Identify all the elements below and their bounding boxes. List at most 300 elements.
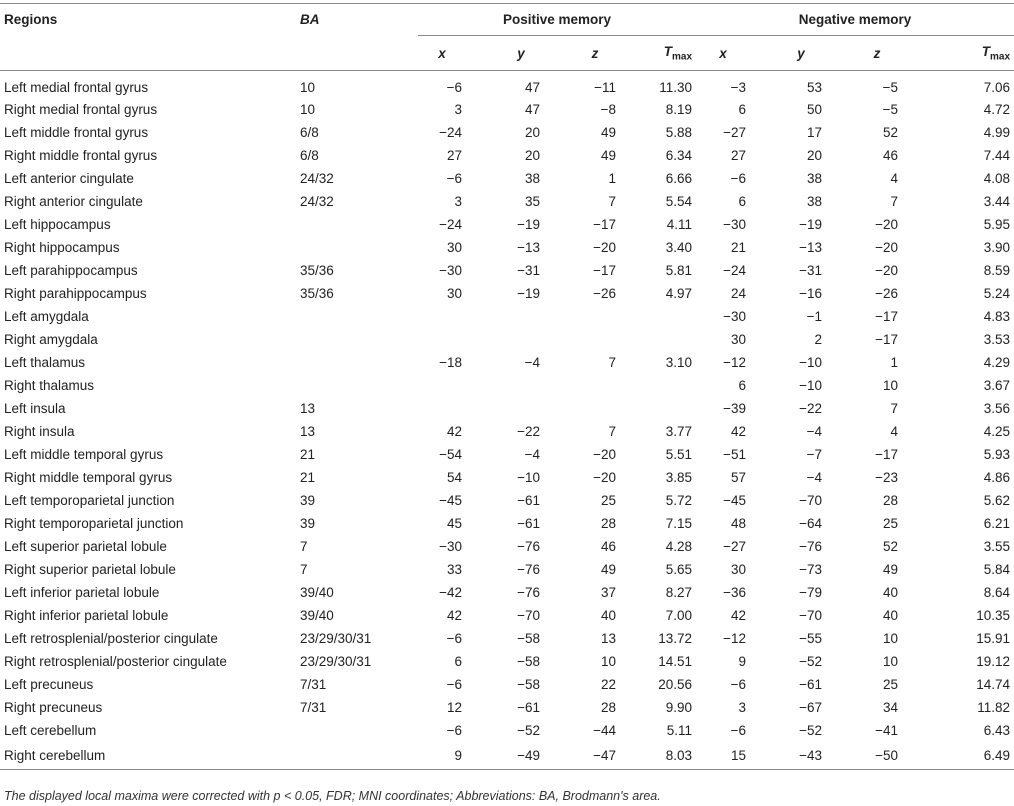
pos-x-cell: 33 [446, 562, 462, 577]
pos-x-cell: −45 [439, 493, 462, 508]
neg-y-cell: −10 [799, 355, 823, 370]
table-row [0, 213, 1014, 236]
neg-x-cell: −27 [723, 539, 747, 554]
pos-x-cell: −6 [446, 171, 462, 186]
neg-tmax-cell: 7.44 [983, 148, 1011, 163]
neg-y-cell: 50 [807, 102, 823, 117]
pos-tmax-cell: 5.54 [665, 194, 693, 209]
pos-z-cell: 7 [608, 355, 616, 370]
neg-z-cell: 25 [883, 677, 899, 692]
pos-z-cell [544, 305, 620, 328]
pos-y-cell: 35 [524, 194, 540, 209]
neg-y-cell: −79 [799, 585, 823, 600]
neg-z-cell: −23 [875, 470, 899, 485]
pos-y-cell: −70 [517, 608, 540, 623]
pos-y-cell: −19 [517, 286, 540, 301]
ba-cell: 13 [300, 424, 316, 439]
neg-y-cell: −73 [799, 562, 823, 577]
pos-x-cell [418, 305, 466, 328]
neg-tmax-cell: 11.82 [977, 700, 1011, 715]
header-neg-tmax [902, 36, 1014, 71]
pos-z-cell: 37 [600, 585, 616, 600]
neg-z-cell: 40 [883, 585, 899, 600]
neg-z-cell: −20 [875, 240, 899, 255]
pos-x-cell: 27 [446, 148, 462, 163]
pos-y-cell: −61 [517, 516, 540, 531]
pos-z-cell: 22 [600, 677, 616, 692]
pos-x-cell [418, 374, 466, 397]
pos-tmax-cell: 7.15 [665, 516, 693, 531]
table-row [0, 420, 1014, 443]
pos-x-cell: −6 [446, 677, 462, 692]
ba-cell [296, 719, 418, 742]
ba-cell [296, 236, 418, 259]
neg-z-cell: 7 [890, 401, 899, 416]
pos-tmax-cell: 4.28 [665, 539, 693, 554]
table-row [0, 443, 1014, 466]
pos-tmax-cell: 11.30 [659, 80, 693, 95]
region-cell: Left thalamus [4, 355, 86, 370]
header-negative-label: Negative memory [798, 12, 912, 27]
ba-cell: 10 [300, 102, 316, 117]
neg-z-cell: −5 [882, 80, 899, 95]
neg-tmax-cell: 6.49 [902, 742, 1014, 770]
pos-tmax-cell: 14.51 [658, 654, 693, 669]
neg-x-cell: −45 [723, 493, 747, 508]
table-row [0, 581, 1014, 604]
table-row [0, 466, 1014, 489]
pos-x-cell: 9 [418, 742, 466, 770]
neg-y-cell: −76 [799, 539, 823, 554]
pos-tmax-cell: 8.27 [665, 585, 693, 600]
region-cell: Right parahippocampus [4, 286, 147, 301]
neg-y-cell: −55 [799, 631, 823, 646]
pos-y-cell: 47 [524, 102, 540, 117]
neg-tmax-cell: 3.90 [983, 240, 1011, 255]
neg-tmax-cell: 8.59 [983, 263, 1011, 278]
pos-z-cell: 40 [600, 608, 616, 623]
neg-y-cell: −70 [799, 608, 823, 623]
pos-tmax-cell [620, 305, 696, 328]
table-row [0, 650, 1014, 673]
neg-tmax-cell: 8.64 [983, 585, 1011, 600]
pos-y-cell: −58 [517, 631, 540, 646]
ba-cell: 39/40 [300, 585, 334, 600]
neg-tmax-cell: 4.86 [983, 470, 1011, 485]
neg-tmax-cell: 5.93 [983, 447, 1011, 462]
pos-z-cell: −20 [593, 470, 616, 485]
table-row [0, 144, 1014, 167]
neg-y-cell: −10 [799, 378, 823, 393]
neg-z-cell: −41 [875, 723, 899, 738]
header-neg-y: y [750, 36, 826, 71]
region-cell: Right precuneus [4, 700, 103, 715]
pos-tmax-cell: 3.85 [665, 470, 693, 485]
ba-cell [296, 213, 418, 236]
ba-cell: 21 [300, 470, 316, 485]
region-cell: Right medial frontal gyrus [4, 102, 158, 117]
table-row [0, 397, 1014, 420]
pos-z-cell: −47 [544, 742, 620, 770]
neg-x-cell: −12 [723, 355, 747, 370]
neg-x-cell: 9 [738, 654, 747, 669]
neg-tmax-cell: 5.84 [983, 562, 1011, 577]
pos-x-cell: −18 [439, 355, 462, 370]
ba-cell: 6/8 [300, 125, 319, 140]
pos-y-cell: −4 [524, 355, 540, 370]
region-cell: Left temporoparietal junction [4, 493, 175, 508]
neg-z-cell: 4 [890, 171, 899, 186]
neg-y-cell: −70 [799, 493, 823, 508]
pos-x-cell: −24 [439, 217, 462, 232]
pos-y-cell: −4 [524, 447, 540, 462]
pos-y-cell [466, 328, 544, 351]
pos-tmax-cell: 13.72 [658, 631, 693, 646]
neg-z-cell: 34 [883, 700, 899, 715]
ba-cell: 6/8 [300, 148, 319, 163]
region-cell: Right insula [4, 424, 75, 439]
pos-z-cell: 49 [600, 125, 616, 140]
pos-z-cell: −8 [600, 102, 616, 117]
pos-y-cell: 38 [524, 171, 540, 186]
table-row [0, 121, 1014, 144]
neg-tmax-cell: 4.08 [983, 171, 1011, 186]
pos-tmax-cell: 8.03 [620, 742, 696, 770]
neg-z-cell: 10 [883, 378, 899, 393]
pos-x-cell: −24 [439, 125, 462, 140]
neg-x-cell: 6 [738, 102, 747, 117]
table-row [0, 673, 1014, 696]
neg-x-cell: 30 [731, 562, 747, 577]
neg-y-cell: −1 [806, 309, 823, 324]
region-cell: Left medial frontal gyrus [4, 80, 149, 95]
neg-x-cell: 6 [738, 194, 747, 209]
region-cell: Left hippocampus [4, 217, 111, 232]
neg-tmax-cell: 3.55 [983, 539, 1011, 554]
table-row [0, 535, 1014, 558]
pos-tmax-cell: 5.81 [665, 263, 693, 278]
table-row [0, 305, 1014, 328]
table-row [0, 328, 1014, 351]
pos-z-cell: −44 [593, 723, 616, 738]
pos-y-cell [466, 305, 544, 328]
pos-y-cell: −58 [517, 654, 540, 669]
pos-x-cell: 6 [454, 654, 462, 669]
neg-y-cell: −16 [799, 286, 823, 301]
neg-tmax-cell: 10.35 [976, 608, 1011, 623]
pos-x-cell: −6 [446, 631, 462, 646]
neg-y-cell: −52 [799, 654, 823, 669]
neg-tmax-cell: 6.21 [983, 516, 1011, 531]
pos-z-cell: 25 [600, 493, 616, 508]
pos-y-cell [466, 374, 544, 397]
pos-x-cell: −42 [439, 585, 462, 600]
pos-z-cell: 49 [600, 562, 616, 577]
neg-x-cell: −27 [723, 125, 747, 140]
pos-tmax-cell: 6.34 [665, 148, 693, 163]
neg-x-cell: −36 [723, 585, 747, 600]
ba-cell: 7/31 [300, 677, 327, 692]
region-cell: Right anterior cingulate [4, 194, 143, 209]
neg-z-cell: 4 [890, 424, 899, 439]
pos-tmax-cell: 5.11 [666, 723, 693, 738]
pos-z-cell: 10 [600, 654, 616, 669]
pos-y-cell: −76 [517, 585, 540, 600]
neg-tmax-cell: 15.91 [976, 631, 1011, 646]
neg-z-cell: −17 [875, 309, 899, 324]
pos-z-cell: 7 [608, 194, 616, 209]
neg-y-cell: −67 [799, 700, 823, 715]
ba-cell: 39/40 [300, 608, 334, 623]
pos-x-cell: 30 [446, 286, 462, 301]
neg-y-cell: 2 [814, 332, 823, 347]
neg-x-cell: 48 [731, 516, 747, 531]
pos-y-cell: 20 [524, 148, 540, 163]
pos-tmax-cell: 9.90 [665, 700, 693, 715]
neg-tmax-cell: 3.44 [983, 194, 1011, 209]
region-cell: Right amygdala [4, 332, 98, 347]
pos-x-cell: 42 [446, 608, 462, 623]
pos-tmax-cell: 3.77 [665, 424, 693, 439]
pos-x-cell: 42 [446, 424, 462, 439]
header-pos-tmax [620, 36, 696, 71]
pos-y-cell [466, 397, 544, 420]
region-cell: Right middle temporal gyrus [4, 470, 173, 485]
neg-tmax-cell: 3.53 [983, 332, 1011, 347]
pos-y-cell: −49 [466, 742, 544, 770]
table-row [0, 696, 1014, 719]
ba-cell [296, 742, 418, 770]
pos-x-cell: −30 [439, 263, 462, 278]
neg-z-cell: 1 [890, 355, 899, 370]
region-cell: Left middle temporal gyrus [4, 447, 164, 462]
neg-x-cell: 42 [731, 424, 747, 439]
table-body [0, 71, 1014, 770]
neg-x-cell: −6 [730, 677, 747, 692]
header-neg-tmax-sub: max [990, 51, 1011, 63]
ba-cell: 7 [300, 539, 308, 554]
pos-tmax-cell [620, 397, 696, 420]
neg-x-cell: 6 [738, 378, 747, 393]
neg-y-cell: −13 [799, 240, 823, 255]
pos-y-cell: −61 [517, 493, 540, 508]
neg-z-cell: 49 [883, 562, 899, 577]
header-positive-label: Positive memory [503, 12, 612, 27]
pos-tmax-cell: 20.56 [658, 677, 693, 692]
region-cell: Right hippocampus [4, 240, 120, 255]
header-ba: BA [296, 4, 418, 36]
neg-y-cell: 17 [807, 125, 823, 140]
neg-tmax-cell: 4.25 [983, 424, 1011, 439]
header-pos-y: y [466, 36, 544, 71]
ba-cell: 23/29/30/31 [300, 654, 372, 669]
region-cell: Left anterior cingulate [4, 171, 134, 186]
pos-z-cell: 1 [608, 171, 616, 186]
neg-x-cell: 57 [731, 470, 747, 485]
pos-y-cell: −13 [517, 240, 540, 255]
neg-y-cell: −64 [799, 516, 823, 531]
table-row [0, 282, 1014, 305]
neg-x-cell: −30 [723, 309, 747, 324]
neg-x-cell: 30 [731, 332, 747, 347]
neg-z-cell: 52 [883, 125, 899, 140]
pos-z-cell: −11 [594, 80, 616, 95]
neg-x-cell: 27 [731, 148, 747, 163]
pos-x-cell: −30 [439, 539, 462, 554]
neg-tmax-cell: 3.67 [983, 378, 1011, 393]
pos-z-cell: 28 [600, 516, 616, 531]
pos-y-cell: −58 [517, 677, 540, 692]
results-table [0, 3, 1014, 770]
region-cell: Right inferior parietal lobule [4, 608, 169, 623]
pos-tmax-cell: 8.19 [665, 102, 693, 117]
pos-x-cell: −6 [446, 80, 462, 95]
pos-x-cell: −54 [439, 447, 462, 462]
neg-x-cell: −39 [723, 401, 747, 416]
region-cell: Left cerebellum [4, 723, 97, 738]
region-cell: Left insula [4, 401, 66, 416]
table-row [0, 259, 1014, 282]
ba-cell: 7/31 [300, 700, 327, 715]
header-regions: Regions [0, 4, 296, 36]
ba-cell: 39 [300, 516, 316, 531]
pos-tmax-cell: 4.11 [666, 217, 693, 232]
ba-cell [296, 374, 418, 397]
neg-x-cell: −6 [730, 723, 747, 738]
pos-x-cell: 45 [446, 516, 462, 531]
neg-y-cell: −43 [750, 742, 826, 770]
header-spacer-1 [0, 36, 296, 71]
neg-x-cell: 21 [731, 240, 747, 255]
table-row [0, 627, 1014, 650]
region-cell: Left precuneus [4, 677, 94, 692]
region-cell: Right temporoparietal junction [4, 516, 184, 531]
neg-z-cell: 40 [883, 608, 899, 623]
neg-z-cell: −26 [875, 286, 899, 301]
header-pos-tmax-t: T [663, 43, 673, 59]
pos-y-cell: −52 [517, 723, 540, 738]
pos-y-cell: 20 [524, 125, 540, 140]
pos-x-cell: −6 [446, 723, 462, 738]
ba-cell: 24/32 [300, 194, 334, 209]
pos-z-cell [544, 374, 620, 397]
ba-cell [296, 328, 418, 351]
pos-z-cell: −20 [593, 240, 616, 255]
header-pos-z: z [544, 36, 620, 71]
neg-y-cell: −7 [806, 447, 823, 462]
region-cell: Left superior parietal lobule [4, 539, 167, 554]
neg-y-cell: 20 [807, 148, 823, 163]
pos-z-cell [544, 397, 620, 420]
pos-z-cell: −17 [593, 263, 616, 278]
pos-z-cell [544, 328, 620, 351]
region-cell: Right middle frontal gyrus [4, 148, 158, 163]
neg-tmax-cell: 4.99 [983, 125, 1011, 140]
ba-cell [296, 351, 418, 374]
neg-x-cell: −12 [723, 631, 747, 646]
header-pos-tmax-sub: max [672, 51, 693, 63]
pos-z-cell: 7 [608, 424, 616, 439]
header-pos-x: x [418, 36, 466, 71]
table-row [0, 512, 1014, 535]
header-neg-z: z [826, 36, 902, 71]
neg-y-cell: 38 [807, 171, 823, 186]
neg-x-cell: −3 [730, 80, 747, 95]
neg-x-cell: 15 [696, 742, 750, 770]
table-row [0, 742, 1014, 770]
pos-z-cell: −17 [593, 217, 616, 232]
pos-x-cell: 30 [446, 240, 462, 255]
neg-tmax-cell: 14.74 [976, 677, 1011, 692]
ba-cell: 35/36 [300, 263, 334, 278]
pos-z-cell: 13 [600, 631, 616, 646]
ba-cell [296, 305, 418, 328]
pos-z-cell: 28 [600, 700, 616, 715]
neg-z-cell: −5 [882, 102, 899, 117]
ba-cell: 21 [300, 447, 316, 462]
pos-z-cell: 49 [600, 148, 616, 163]
neg-y-cell: −31 [799, 263, 823, 278]
table-row [0, 719, 1014, 742]
neg-tmax-cell: 7.06 [983, 80, 1011, 95]
header-spacer-2 [296, 36, 418, 71]
neg-x-cell: 42 [731, 608, 747, 623]
neg-x-cell: −30 [723, 217, 747, 232]
ba-cell: 35/36 [300, 286, 334, 301]
neg-x-cell: 24 [731, 286, 747, 301]
table-row [0, 98, 1014, 121]
neg-tmax-cell: 5.24 [983, 286, 1011, 301]
pos-x-cell: 54 [446, 470, 462, 485]
neg-tmax-cell: 5.62 [983, 493, 1011, 508]
ba-cell: 24/32 [300, 171, 334, 186]
pos-tmax-cell [620, 374, 696, 397]
pos-y-cell: −76 [517, 562, 540, 577]
table-row [0, 351, 1014, 374]
neg-z-cell: 46 [883, 148, 899, 163]
pos-x-cell: 3 [454, 102, 462, 117]
neg-y-cell: −4 [806, 424, 823, 439]
pos-tmax-cell: 5.51 [665, 447, 693, 462]
pos-x-cell [418, 328, 466, 351]
pos-tmax-cell: 6.66 [665, 171, 693, 186]
pos-y-cell: 47 [524, 80, 540, 95]
neg-y-cell: 38 [807, 194, 823, 209]
neg-z-cell: −17 [875, 447, 899, 462]
pos-x-cell: 3 [454, 194, 462, 209]
neg-y-cell: 53 [807, 80, 823, 95]
header-neg-x: x [696, 36, 750, 71]
table-row [0, 558, 1014, 581]
pos-tmax-cell: 4.97 [665, 286, 693, 301]
pos-y-cell: −76 [517, 539, 540, 554]
table-row [0, 236, 1014, 259]
pos-tmax-cell: 5.72 [665, 493, 693, 508]
region-cell: Right cerebellum [0, 742, 296, 770]
neg-tmax-cell: 19.12 [976, 654, 1011, 669]
pos-y-cell: −61 [517, 700, 540, 715]
table-row [0, 489, 1014, 512]
neg-y-cell: −22 [799, 401, 823, 416]
pos-y-cell: −10 [517, 470, 540, 485]
header-positive-memory [418, 4, 696, 36]
neg-y-cell: −4 [806, 470, 823, 485]
region-cell: Left retrosplenial/posterior cingulate [4, 631, 218, 646]
pos-y-cell: −19 [517, 217, 540, 232]
ba-cell: 7 [300, 562, 308, 577]
neg-z-cell: 25 [883, 516, 899, 531]
ba-cell: 23/29/30/31 [300, 631, 372, 646]
